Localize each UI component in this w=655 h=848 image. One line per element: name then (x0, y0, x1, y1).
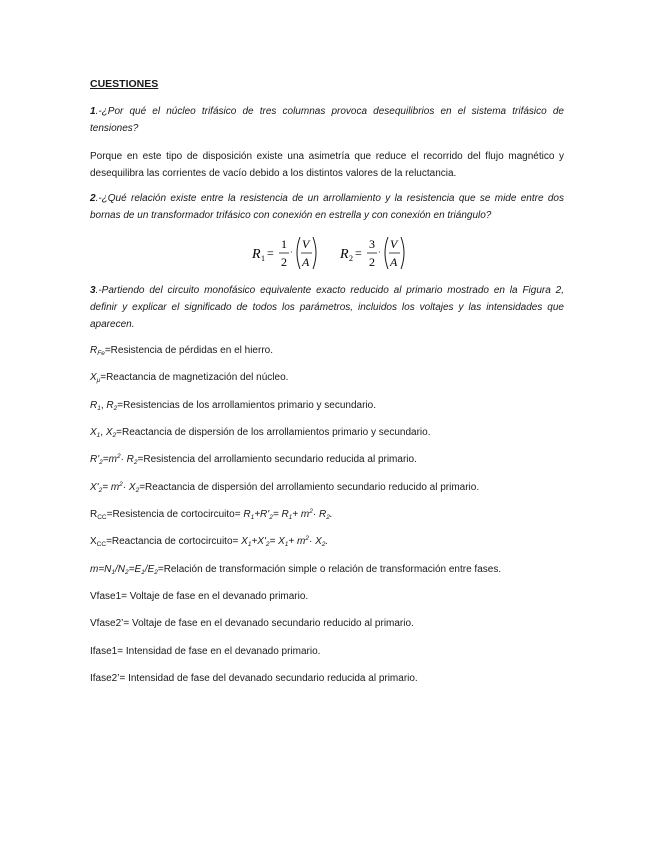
formula-r1-volt: V (302, 237, 310, 251)
formula-r2-denominator: 2 (369, 255, 375, 269)
formula-r2-numerator: 3 (369, 237, 375, 251)
formula-r1 (251, 237, 316, 269)
question-3-text: .-Partiendo del circuito monofásico equivalente exacto reducido al primario mostrado en la Figura 2, definir y explicar el significado de todos los parámetros, incluidos los voltajes y las intensidades que aparecen. (90, 285, 564, 330)
definition-ifase2: Ifase2’= Intensidad de fase del devanado secundario reducida al primario. (90, 673, 418, 684)
question-2-text: .-¿Qué relación existe entre la resistencia de un arrollamiento y la resistencia que se mide entre dos bornas de un transformador trifásico con conexión en estrella y con conexión en triángulo? (90, 193, 564, 221)
formula-r1-equals: = (267, 246, 274, 260)
formula-r1-symbol: R (252, 247, 261, 262)
question-2 (90, 190, 564, 224)
definition-r1-r2: $R_1$, $R_2=Resistencias$ de los arrollamientos primario y secundario. (90, 400, 377, 412)
definition-r2-reduced: $R'_2=m^2\cdot$ $R_2=Resistencia$ del arrollamiento secundario reducida al primario. (90, 453, 417, 466)
question-1 (90, 103, 564, 137)
formula-r2 (339, 237, 404, 269)
question-3-number: 3 (90, 285, 96, 296)
definition-ratio-m: $m=N_1/N_2=E_1/E_2=Relación$ de transformación simple o relación de transformación entre fases. (90, 564, 502, 576)
definition-ifase1: Ifase1= Intensidad de fase en el devanado primario. (90, 646, 321, 657)
formula-r2-volt: V (390, 237, 398, 251)
formula-r2-amp: A (390, 255, 398, 269)
formula-graphic (245, 232, 415, 274)
formula-r2-symbol: R (340, 247, 349, 262)
formula-r2-equals: = (355, 246, 362, 260)
definition-xcc: $X_{CC}=Reactancia$ de cortocircuito= $X_1+X'_2= X_1+ m^2\cdot X_2$. (90, 535, 329, 548)
resistance-formulas (245, 232, 415, 274)
svg-text:·: · (290, 248, 293, 257)
formula-r1-denominator: 2 (281, 255, 287, 269)
formula-r1-numerator: 1 (281, 237, 287, 251)
definition-xmu: $X_\mu=Reactancia$ de magnetización del núcleo. (90, 372, 289, 384)
question-2-number: 2 (90, 193, 96, 204)
svg-text:·: · (378, 248, 381, 257)
definition-vfase2: Vfase2’= Voltaje de fase en el devanado secundario reducido al primario. (90, 618, 414, 629)
definition-x2-reduced: $X'_2= m^2\cdot$ $X_2=Reactancia$ de dispersión del arrollamiento secundario reducido al primario. (90, 481, 480, 494)
section-title: CUESTIONES (90, 78, 159, 90)
definition-rfe: $R_{Fe}=Resistencia$ de pérdidas en el hierro. (90, 345, 273, 357)
formula-r1-amp: A (302, 255, 310, 269)
formula-r2-subscript: 2 (349, 254, 353, 263)
definition-vfase1: Vfase1= Voltaje de fase en el devanado primario. (90, 591, 309, 602)
question-1-number: 1 (90, 106, 96, 117)
definition-x1-x2: $X_1$, $X_2=Reactancia$ de dispersión de los arrollamientos primario y secundario. (90, 427, 431, 439)
definition-rcc: $R_{CC}=Resistencia$ de cortocircuito= $R_1+R'_2= R_1+ m^2\cdot R_2$. (90, 508, 333, 521)
question-1-text: .-¿Por qué el núcleo trifásico de tres columnas provoca desequilibrios en el sistema trifásico de tensiones? (90, 106, 564, 134)
formula-r1-subscript: 1 (261, 254, 265, 263)
question-3 (90, 282, 564, 333)
answer-1: Porque en este tipo de disposición existe una asimetría que reduce el recorrido del flujo magnético y desequilibra las corrientes de vacío debido a los distintos valores de la reluctancia. (90, 151, 564, 179)
